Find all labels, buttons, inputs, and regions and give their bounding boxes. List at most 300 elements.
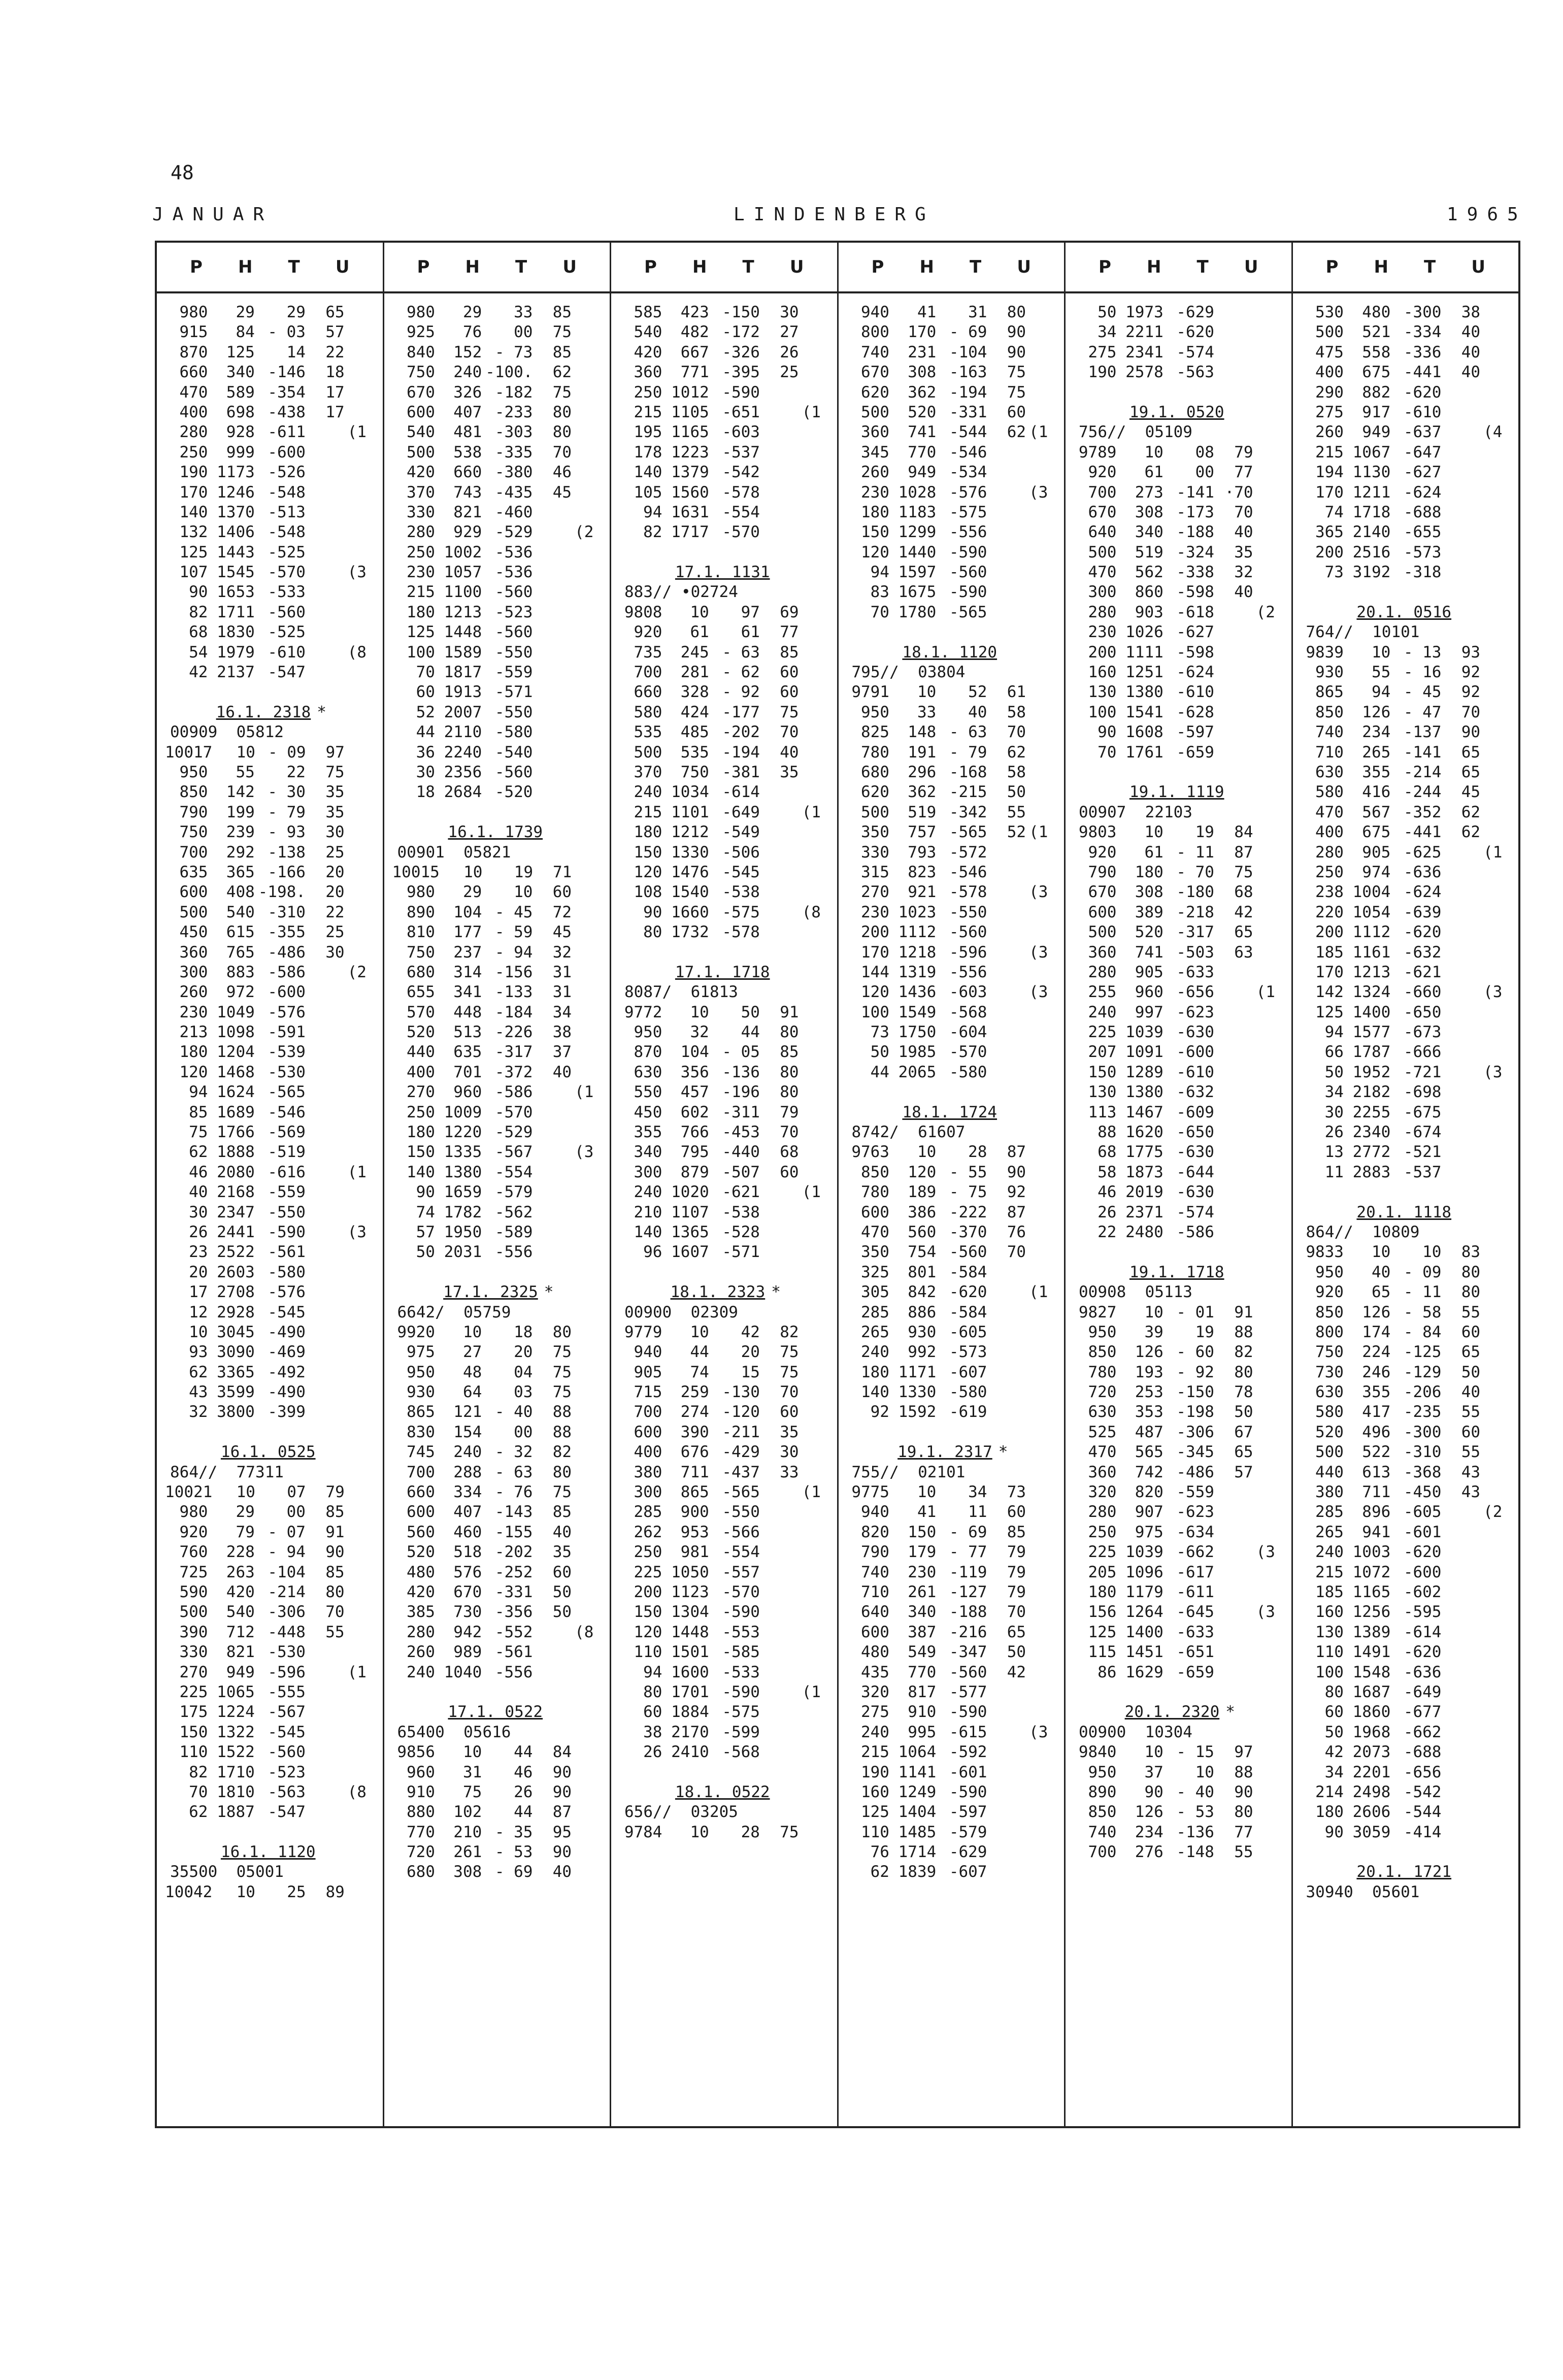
temperature-cell: -492 [268,1363,306,1381]
height-cell: 538 [453,443,482,461]
note-cell [1253,1203,1286,1222]
humidity-cell: 92 [1461,663,1481,682]
pressure-cell: 790 [1088,863,1117,881]
temperature-cell: -368 [1403,1463,1442,1481]
humidity-cell: 40 [552,1063,572,1081]
humidity-cell: 45 [552,923,572,942]
table-row [165,1282,378,1302]
temperature-cell: -143 [494,1503,533,1522]
column-header-label: H [238,257,253,277]
pressure-cell: 265 [1315,1523,1344,1541]
temperature-cell: 50 [741,1003,760,1021]
temperature-cell: -624 [1176,663,1214,682]
humidity-cell: 91 [325,1523,345,1541]
note-cell [799,1502,832,1522]
height-cell: 1319 [898,963,937,981]
note-cell: (2 [1256,603,1275,621]
height-cell: 1400 [1125,1623,1163,1641]
height-cell: 771 [680,363,709,382]
note-cell: (2 [347,963,367,981]
height-cell: 2140 [1352,523,1391,542]
table-row [165,882,378,902]
temperature-cell: -597 [1176,723,1214,742]
pressure-cell: 26 [189,1222,208,1241]
pressure-cell: 34 [1324,1083,1344,1102]
table-row [1301,1022,1514,1042]
pressure-cell: 113 [1088,1103,1117,1121]
temperature-cell: -324 [1176,543,1214,561]
pressure-cell: 9789 [1078,443,1117,461]
sounding-heading [619,563,832,582]
temperature-cell: -184 [494,1003,533,1021]
table-row [1301,643,1514,663]
pressure-cell: 500 [634,743,662,762]
note-cell [345,1482,378,1502]
table-row [847,803,1059,822]
height-cell: 949 [1362,423,1391,442]
temperature-cell: -629 [1176,303,1214,321]
note-cell [345,863,378,882]
pressure-cell: 730 [1315,1363,1344,1381]
height-cell: 1299 [898,523,937,542]
humidity-cell [760,882,799,902]
note-cell: (3 [1029,1723,1048,1741]
note-cell [1480,1042,1513,1062]
height-cell: 10 [1144,1743,1163,1762]
humidity-cell: 50 [552,1603,572,1622]
pressure-cell: 870 [179,343,208,361]
temperature-cell: -546 [268,1103,306,1121]
table-row [165,863,378,882]
table-row [392,1222,605,1242]
temperature-cell: -639 [1403,903,1442,921]
table-row [1301,803,1514,822]
note-cell [1253,1802,1286,1822]
temperature-cell: -590 [268,1222,306,1241]
humidity-cell [1441,1682,1480,1702]
temperature-cell: -562 [494,1203,533,1221]
pressure-cell: 950 [1315,1263,1344,1281]
column-header-label: T [970,257,982,277]
note-cell [1480,1103,1513,1122]
humidity-cell [1441,1022,1480,1042]
height-cell: 757 [908,823,937,842]
height-cell: 521 [1362,323,1391,342]
table-row [1301,1602,1514,1622]
humidity-cell: 87 [1234,843,1253,862]
height-cell: 1884 [671,1703,709,1722]
pressure-cell: 20 [189,1263,208,1281]
humidity-cell [1441,422,1480,442]
temperature-cell: -568 [722,1743,760,1762]
sounding-date: 19.1. 2317 [897,1443,992,1462]
temperature-cell: -554 [494,1163,533,1181]
column-body [1293,293,1519,1902]
humidity-cell: 70 [1007,723,1026,742]
note-cell [1253,1502,1286,1522]
humidity-cell [1441,1563,1480,1582]
pressure-cell: 700 [634,1403,662,1422]
pressure-cell: 90 [1324,1823,1344,1841]
temperature-cell: -355 [268,923,306,942]
humidity-cell [987,922,1026,942]
temperature-cell: -618 [1176,603,1214,621]
note-cell [345,743,378,763]
note-cell [1026,1042,1059,1062]
note-cell [1253,1642,1286,1662]
humidity-cell [987,843,1026,863]
pressure-cell: 760 [179,1543,208,1562]
pressure-cell: 190 [1088,363,1117,382]
temperature-cell: -244 [1403,783,1442,802]
pressure-cell: 180 [1088,1583,1117,1601]
table-row [165,462,378,482]
pressure-cell: 305 [860,1283,889,1302]
pressure-cell: 590 [179,1583,208,1601]
humidity-cell [1214,743,1253,763]
note-cell [1253,1163,1286,1182]
pressure-cell: 250 [179,443,208,461]
humidity-cell [306,1723,345,1742]
humidity-cell: 75 [552,1483,572,1502]
table-row [392,1782,605,1802]
table-row [1074,543,1286,563]
height-cell: 1689 [217,1103,255,1121]
note-cell [345,1742,378,1762]
temperature-cell: -125 [1403,1343,1442,1362]
column-header [157,243,383,293]
pressure-cell: 820 [860,1523,889,1541]
temperature-cell: -698 [1403,1083,1442,1102]
table-row [165,1342,378,1362]
height-cell: 989 [453,1643,482,1662]
note-cell [1480,1702,1513,1722]
note-cell [345,1142,378,1162]
table-row [1074,1602,1286,1622]
pressure-cell: 240 [860,1723,889,1741]
pressure-cell: 750 [406,363,435,382]
height-cell: 821 [226,1643,255,1662]
pressure-cell: 9839 [1306,643,1344,662]
humidity-cell: 50 [1007,783,1026,802]
table-row [847,1042,1059,1062]
temperature-cell: -180 [1176,883,1214,902]
height-cell: 2031 [444,1243,482,1262]
humidity-cell: 40 [1234,523,1253,542]
table-row [1301,1523,1514,1542]
temperature-cell: -453 [722,1123,760,1142]
height-cell: 126 [1135,1343,1163,1362]
temperature-cell: -666 [1403,1043,1442,1062]
temperature-cell: -580 [494,723,533,742]
height-cell: 424 [680,703,709,721]
table-row [392,483,605,503]
table-row [392,303,605,322]
pressure-cell: 520 [1315,1423,1344,1441]
note-cell [799,1542,832,1562]
note-cell [1253,843,1286,863]
pressure-cell: 225 [634,1563,662,1581]
table-row [847,1742,1059,1762]
table-row [847,303,1059,322]
note-cell [1480,403,1513,422]
humidity-cell [306,1182,345,1202]
humidity-cell [987,443,1026,462]
pressure-cell: 325 [860,1263,889,1281]
pressure-cell: 500 [406,443,435,461]
height-cell: 10 [463,863,483,881]
height-cell: 1631 [671,503,709,521]
humidity-cell [760,1222,799,1242]
humidity-cell [1441,383,1480,403]
height-cell: 1072 [1352,1563,1391,1581]
table-row [1301,403,1514,422]
temperature-cell: -590 [949,583,987,602]
height-cell: 635 [453,1043,482,1062]
height-cell: 2255 [1352,1103,1391,1121]
temperature-cell: -306 [268,1603,306,1622]
temperature-cell: -569 [268,1123,306,1142]
pressure-cell: 275 [1088,343,1117,361]
note-cell [345,582,378,602]
height-cell: 1541 [1125,703,1163,721]
pressure-cell: 32 [189,1403,208,1422]
temperature-cell: -306 [1176,1423,1214,1441]
humidity-cell [1214,643,1253,663]
height-cell: 10 [1371,1243,1391,1262]
temperature-cell: -563 [268,1782,306,1801]
note-cell: (3 [1483,983,1503,1002]
pressure-cell: 125 [1088,1623,1117,1641]
note-cell [345,1523,378,1542]
humidity-cell: 38 [1461,303,1481,321]
table-row [392,1823,605,1842]
table-row [847,1763,1059,1782]
sounding-code: 756// 05109 [1079,423,1192,442]
humidity-cell: 20 [325,883,345,902]
table-row [165,563,378,582]
table-row [847,422,1059,442]
pressure-cell: 94 [1324,1023,1344,1042]
height-cell: 10 [236,743,255,762]
temperature-cell: -573 [1403,543,1442,561]
height-cell: 801 [908,1263,937,1281]
height-cell: 886 [908,1303,937,1321]
height-cell: 460 [453,1523,482,1541]
pressure-cell: 350 [860,823,889,842]
humidity-cell [1214,1663,1253,1682]
table-row [165,782,378,802]
height-cell: 712 [226,1623,255,1641]
table-row [847,443,1059,462]
column-header [611,243,837,293]
table-row [847,1862,1059,1882]
humidity-cell: 70 [780,1123,799,1142]
humidity-cell [533,1623,572,1642]
height-cell: 308 [453,1863,482,1881]
pressure-cell: 920 [634,623,662,642]
table-row [847,1602,1059,1622]
pressure-cell: 92 [870,1403,889,1422]
note-cell [799,1442,832,1462]
humidity-cell: 65 [1461,1343,1481,1362]
table-row [619,1382,832,1402]
pressure-cell: 86 [1098,1663,1117,1681]
note-cell [1480,803,1513,822]
humidity-cell: 69 [780,603,799,621]
table-row [619,1463,832,1482]
height-cell: 1223 [671,443,709,461]
height-cell: 518 [453,1543,482,1562]
height-cell: 670 [453,1583,482,1601]
pressure-cell: 360 [860,423,889,442]
note-cell [345,1763,378,1782]
table-row [165,603,378,622]
pressure-cell: 40 [189,1183,208,1202]
temperature-cell: -561 [268,1243,306,1262]
humidity-cell: 60 [552,1563,572,1581]
pressure-cell: 440 [1315,1463,1344,1481]
humidity-cell: 45 [552,483,572,502]
pressure-cell: 160 [860,1782,889,1801]
table-row [1074,1203,1286,1222]
sounding-code: 8742/ 61607 [851,1123,966,1142]
temperature-cell: - 30 [268,783,306,802]
pressure-cell: 550 [634,1083,662,1102]
humidity-cell: 55 [1234,1843,1253,1862]
pressure-cell: 285 [860,1303,889,1321]
temperature-cell: -627 [1403,463,1442,482]
humidity-cell: 77 [1234,1823,1253,1841]
note-cell [572,1463,605,1482]
humidity-cell: 31 [552,983,572,1002]
note-cell [572,782,605,802]
humidity-cell [1441,1782,1480,1802]
temperature-cell: 10 [514,883,533,902]
temperature-cell: -649 [1403,1682,1442,1701]
note-cell [345,1582,378,1602]
temperature-cell: -662 [1403,1723,1442,1741]
note-cell [1480,703,1513,722]
humidity-cell [760,903,799,922]
temperature-cell: -623 [1176,1503,1214,1522]
table-row [847,1242,1059,1262]
height-cell: 1888 [217,1143,255,1162]
humidity-cell: 84 [552,1743,572,1762]
temperature-cell: -395 [722,363,760,382]
note-cell [572,343,605,362]
note-cell [799,1323,832,1342]
height-cell: 10 [1371,643,1391,662]
humidity-cell [306,1402,345,1422]
table-row [847,543,1059,563]
table-row [392,1602,605,1622]
note-cell [1026,582,1059,602]
table-row [165,422,378,442]
table-row [619,1122,832,1142]
table-row [847,963,1059,982]
height-cell: 1952 [1352,1063,1391,1081]
temperature-cell: -649 [722,803,760,821]
pressure-cell: 44 [870,1063,889,1081]
temperature-cell: - 73 [494,343,533,361]
table-row [619,1063,832,1082]
temperature-cell: -448 [268,1623,306,1641]
humidity-cell: 40 [552,1523,572,1541]
height-cell: 1289 [1125,1063,1163,1081]
table-row [847,682,1059,702]
height-cell: 1067 [1352,443,1391,461]
table-row [165,1702,378,1722]
table-row [1301,863,1514,882]
sounding-date: 20.1. 0516 [1356,603,1452,621]
height-cell: 560 [908,1222,937,1241]
temperature-cell: -310 [1403,1443,1442,1462]
note-cell [1253,1042,1286,1062]
pressure-cell: 890 [406,903,435,921]
humidity-cell [1441,1582,1480,1602]
height-cell: 423 [680,303,709,321]
table-row [165,1523,378,1542]
table-row [619,1642,832,1662]
note-cell [1480,1442,1513,1462]
humidity-cell [1441,882,1480,902]
humidity-cell [760,782,799,802]
note-cell [572,303,605,322]
note-cell [1026,1702,1059,1722]
height-cell: 120 [908,1163,937,1181]
table-row [619,483,832,503]
height-cell: 1560 [671,483,709,502]
table-row [1301,362,1514,382]
height-cell: 949 [908,463,937,482]
humidity-cell [760,1482,799,1502]
table-row [392,322,605,342]
humidity-cell [987,1402,1026,1422]
note-cell [345,882,378,902]
table-row [619,922,832,942]
temperature-cell: -620 [1403,1543,1442,1562]
temperature-cell: -611 [1176,1583,1214,1601]
pressure-cell: 140 [634,1222,662,1241]
pressure-cell: 600 [860,1623,889,1641]
table-row [392,422,605,442]
note-cell [572,622,605,642]
height-cell: 960 [1135,983,1163,1002]
sounding-code: 35500 05001 [170,1863,284,1881]
pressure-cell: 150 [634,843,662,862]
temperature-cell: -560 [268,1743,306,1762]
pressure-cell: 9763 [851,1143,889,1162]
height-cell: 292 [226,843,255,862]
temperature-cell: -138 [268,843,306,862]
temperature-cell: -550 [494,703,533,721]
note-cell [345,543,378,563]
temperature-cell: -141 [1176,483,1214,502]
table-row [619,1663,832,1682]
humidity-cell [1214,603,1253,622]
temperature-cell: - 92 [722,683,760,702]
pressure-cell: 200 [1315,543,1344,561]
temperature-cell: -544 [1403,1803,1442,1822]
humidity-cell: 20 [325,863,345,881]
height-cell: 1023 [898,903,937,921]
temperature-cell: -310 [268,903,306,921]
height-cell: 3365 [217,1363,255,1381]
note-cell [799,763,832,782]
temperature-cell: -503 [1176,943,1214,962]
table-row [1074,1563,1286,1582]
